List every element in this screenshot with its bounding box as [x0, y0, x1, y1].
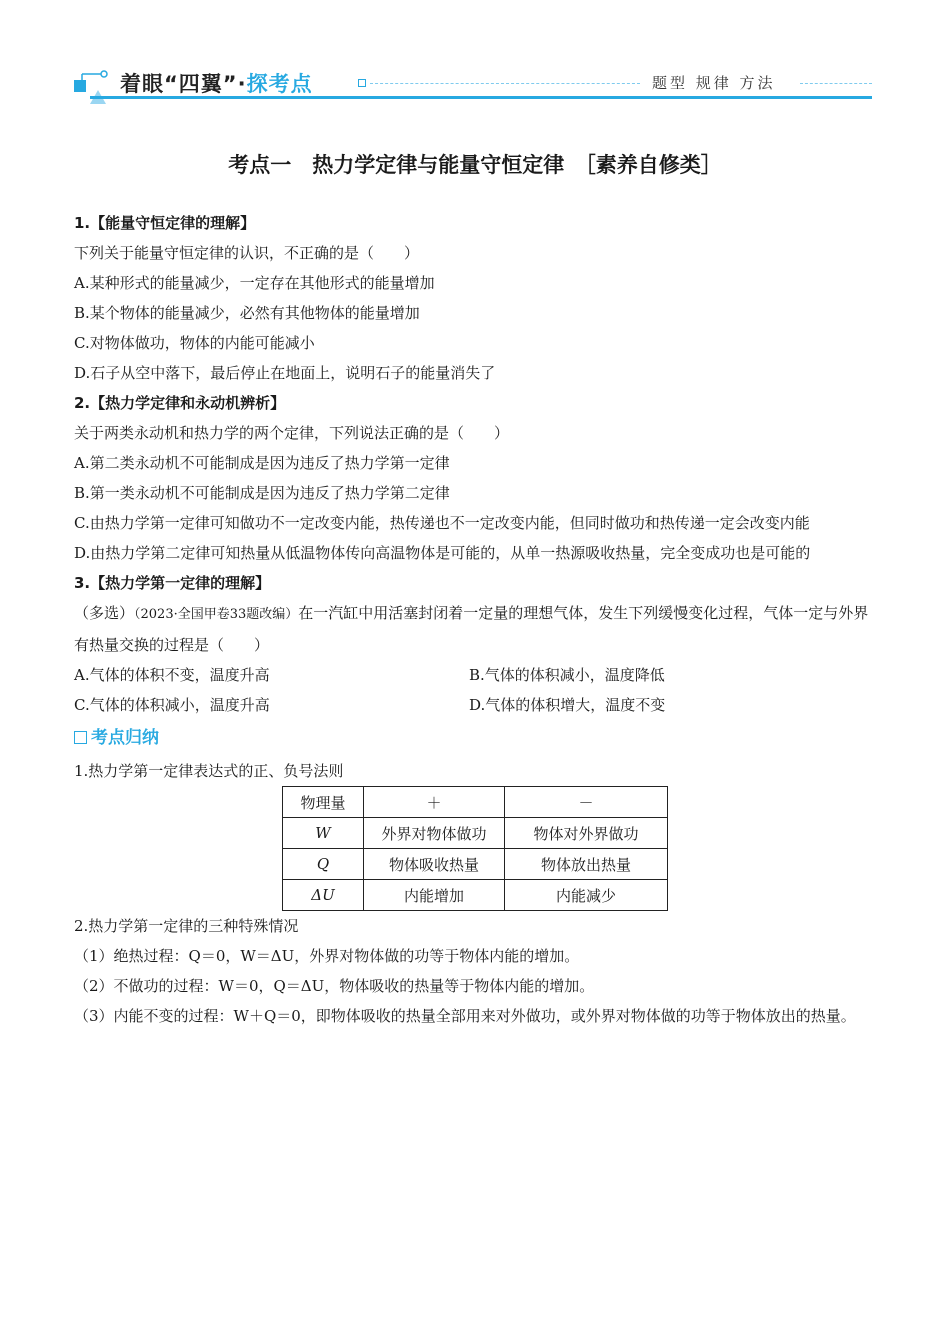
q1-heading: 1.【能量守恒定律的理解】: [74, 214, 256, 232]
q3-stem-block: [74, 598, 880, 660]
q2-heading: 2.【热力学定律和永动机辨析】: [74, 394, 286, 412]
q3-source: （2023·全国甲卷33题改编）: [134, 607, 299, 622]
table-header-cell: ＋: [364, 787, 505, 818]
q3-option-a: A.气体的体积不变，温度升高: [74, 666, 270, 684]
q1-option-c: C.对物体做功，物体的内能可能减小: [74, 334, 315, 352]
banner-dashed-line: [370, 83, 640, 84]
q3-stem: 在一汽缸中用活塞封闭着一定量的理想气体，发生下列缓慢变化过程，气体一定与外界有热量交换的过程是（ ）: [74, 604, 869, 654]
table-cell: 内能增加: [364, 880, 505, 911]
table-cell: 物体放出热量: [505, 849, 668, 880]
q3-options-row-1: [74, 660, 880, 690]
table-cell: 内能减少: [505, 880, 668, 911]
banner-dashed-line-right: [800, 83, 872, 84]
q3-heading: 3.【热力学第一定律的理解】: [74, 574, 271, 592]
q2-option-c: C.由热力学第一定律可知做功不一定改变内能，热传递也不一定改变内能，但同时做功和热传递一定会改变内能: [74, 514, 810, 532]
q2-option-d: D.由热力学第二定律可知热量从低温物体传向高温物体是可能的，从单一热源吸收热量，完全变成功也是可能的: [74, 544, 811, 562]
banner-tags: 题型 规律 方法: [652, 74, 776, 92]
table-cell: 外界对物体做功: [364, 818, 505, 849]
table-header-cell: －: [505, 787, 668, 818]
section-title: 考点一 热力学定律与能量守恒定律 ［素养自修类］: [228, 153, 722, 177]
summary-p1-title: 1.热力学第一定律表达式的正、负号法则: [74, 762, 344, 780]
summary-case-1: （1）绝热过程：Q＝0，W＝ΔU，外界对物体做的功等于物体内能的增加。: [74, 947, 580, 965]
table-cell: Q: [283, 849, 364, 880]
q3-option-c: C.气体的体积减小，温度升高: [74, 696, 270, 714]
q1-option-d: D.石子从空中落下，最后停止在地面上，说明石子的能量消失了: [74, 364, 496, 382]
summary-p2-title: 2.热力学第一定律的三种特殊情况: [74, 917, 299, 935]
q1-option-b: B.某个物体的能量减少，必然有其他物体的能量增加: [74, 304, 420, 322]
banner-underline: [90, 96, 872, 99]
table-row: [283, 849, 668, 880]
table-cell: 物体对外界做功: [505, 818, 668, 849]
section-banner: [72, 66, 872, 106]
summary-case-2: （2）不做功的过程：W＝0，Q＝ΔU，物体吸收的热量等于物体内能的增加。: [74, 977, 595, 995]
summary-square-icon: [74, 731, 87, 744]
q2-option-a: A.第二类永动机不可能制成是因为违反了热力学第一定律: [74, 454, 450, 472]
q1-stem: 下列关于能量守恒定律的认识，不正确的是（ ）: [74, 244, 420, 262]
q3-tag: （多选）: [74, 604, 135, 622]
banner-title-accent: 探考点: [246, 72, 313, 96]
sign-rule-table: [282, 786, 668, 911]
banner-title-main: 着眼“四翼”·: [120, 72, 247, 96]
table-header-row: [283, 787, 668, 818]
table-cell: 物体吸收热量: [364, 849, 505, 880]
table-row: [283, 818, 668, 849]
banner-decoration-icon: [72, 66, 112, 106]
q1-option-a: A.某种形式的能量减少，一定存在其他形式的能量增加: [74, 274, 435, 292]
banner-title: [120, 68, 313, 98]
q3-option-b: B.气体的体积减小，温度降低: [469, 666, 665, 684]
q2-stem: 关于两类永动机和热力学的两个定律，下列说法正确的是（ ）: [74, 424, 510, 442]
table-row: [283, 880, 668, 911]
q2-option-b: B.第一类永动机不可能制成是因为违反了热力学第二定律: [74, 484, 450, 502]
q3-option-d: D.气体的体积增大，温度不变: [469, 696, 666, 714]
summary-label: 考点归纳: [91, 728, 159, 748]
banner-square-icon: [358, 79, 366, 87]
content: [74, 208, 880, 1031]
summary-case-3: （3）内能不变的过程：W＋Q＝0，即物体吸收的热量全部用来对外做功，或外界对物体做的功等于物体放出的热量。: [74, 1007, 856, 1025]
table-header-cell: 物理量: [283, 787, 364, 818]
table-cell: W: [283, 818, 364, 849]
table-cell: ΔU: [283, 880, 364, 911]
summary-heading: [74, 720, 880, 756]
q3-options-row-2: [74, 690, 880, 720]
